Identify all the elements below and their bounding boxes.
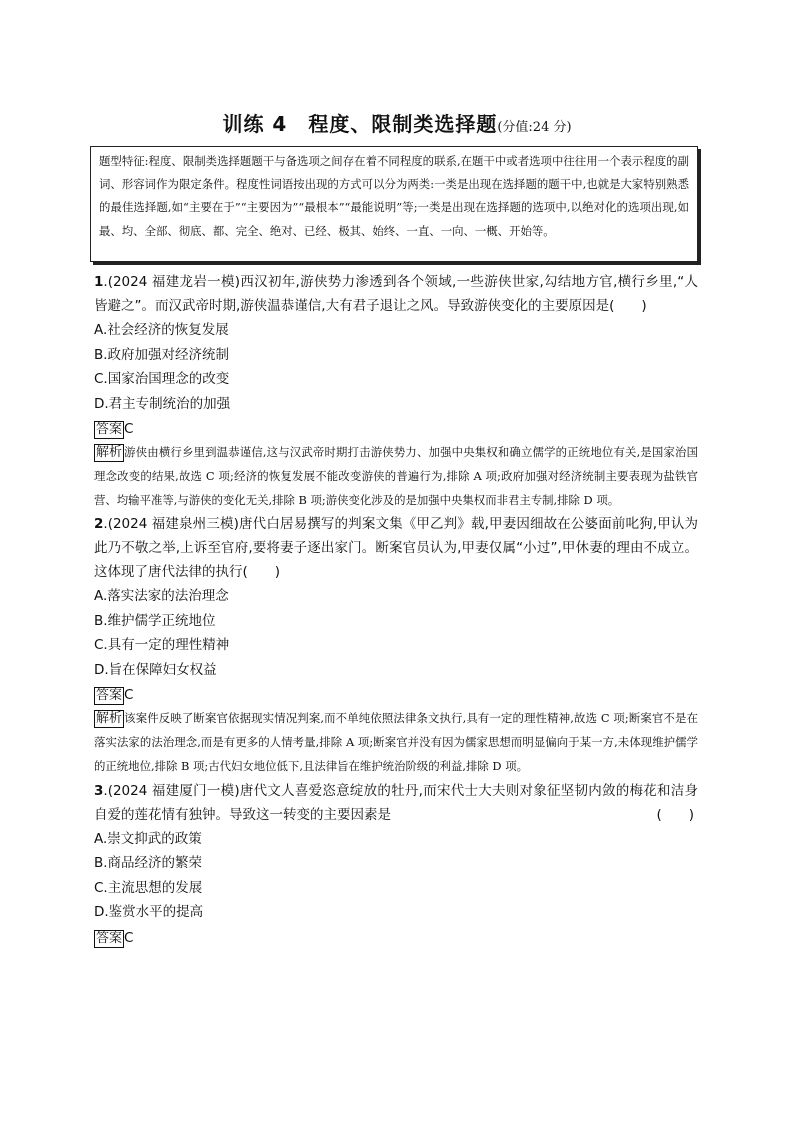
analysis-row (94, 441, 698, 512)
intro-box (90, 146, 698, 262)
question-3 (94, 779, 698, 950)
option-c: C.国家治国理念的改变 (94, 371, 230, 387)
question-number: 1 (94, 274, 104, 290)
score-note: (分值:24 分) (497, 120, 572, 135)
option-d: D.君主专制统治的加强 (94, 395, 231, 412)
option-d: D.鉴赏水平的提高 (94, 904, 204, 921)
answer-tag: 答案 (96, 422, 123, 437)
option-a: A.社会经济的恢复发展 (94, 322, 229, 338)
question-stem: 1.(2024 福建龙岩一模)西汉初年,游侠势力渗透到各个领域,一些游侠世家,勾结地方官,横行乡里,“人皆避之”。而汉武帝时期,游侠温恭谨信,大有君子退让之风。导致游侠变化的主要原因是( ) (94, 274, 698, 314)
analysis-text: 该案件反映了断案官依据现实情况判案,而不单纯依照法律条文执行,具有一定的理性精神,故选 C 项;断案官不是在落实法家的法治理念,而是有更多的人情考量,排除 A 项;断案官并没有因为儒家思想而明显偏向于某一方,未体现维护儒学的正统地位,排除 B 项;古代妇女地位低下,且法律旨在维护统治阶级的利益,排除 D 项。 (94, 711, 698, 773)
option-c: C.具有一定的理性精神 (94, 637, 230, 654)
answer-tag: 答案 (96, 688, 123, 704)
analysis-text: 游侠由横行乡里到温恭谨信,这与汉武帝时期打击游侠势力、加强中央集权和确立儒学的正统地位有关,是国家治国理念改变的结果,故选 C 项;经济的恢复发展不能改变游侠的普遍行为,排除 A 项;政府加强对经济统制主要表现为盐铁官营、均输平准等,与游侠的变化无关,排除 B 项;游侠变化涉及的是加强中央集权而非君主专制,排除 D 项。 (94, 445, 698, 507)
option-c: C.主流思想的发展 (94, 879, 203, 896)
answer-value: C (124, 929, 134, 946)
question-list (94, 270, 698, 950)
question-stem: 3.(2024 福建厦门一模)唐代文人喜爱恣意绽放的牡丹,而宋代士大夫则对象征坚韧内敛的梅花和洁身自爱的莲花情有独钟。导致这一转变的主要因素是 ( ) (94, 779, 698, 827)
intro-text: 题型特征:程度、限制类选择题题干与备选项之间存在着不同程度的联系,在题干中或者选项中往往用一个表示程度的副词、形容词作为限定条件。程度性词语按出现的方式可以分为两类:一类是出现在选择题的题干中,也就是大家特别熟悉的最佳选择题,如“主要在于”“主要因为”“最根本”“最能说明”等;一类是出现在选择题的选项中,以绝对化的选项出现,如最、均、全部、彻底、都、完全、绝对、已经、极其、始终、一直、一向、一概、开始等。 (99, 154, 689, 238)
answer-blank: ( ) (656, 806, 694, 823)
page-title: 训练 4 程度、限制类选择题 (222, 112, 498, 136)
answer-row (94, 683, 698, 707)
analysis-tag: 解析 (96, 711, 123, 727)
answer-value: C (124, 687, 134, 704)
option-b: B.维护儒学正统地位 (94, 612, 216, 629)
question-number: 3 (94, 782, 104, 799)
analysis-tag: 解析 (96, 445, 123, 460)
page-header (0, 108, 794, 137)
answer-tag: 答案 (96, 930, 123, 946)
option-a: A.崇文抑武的政策 (94, 830, 202, 847)
analysis-row (94, 707, 698, 778)
option-b: B.政府加强对经济统制 (94, 346, 230, 363)
question-number: 2 (94, 516, 104, 533)
option-b: B.商品经济的繁荣 (94, 855, 203, 872)
question-1 (94, 270, 698, 512)
answer-row (94, 417, 698, 441)
question-2 (94, 512, 698, 778)
option-a: A.落实法家的法治理念 (94, 588, 229, 605)
answer-value: C (124, 421, 134, 437)
option-d: D.旨在保障妇女权益 (94, 661, 217, 678)
answer-row (94, 926, 698, 950)
question-stem: 2.(2024 福建泉州三模)唐代白居易撰写的判案文集《甲乙判》载,甲妻因细故在公婆面前叱狗,甲认为此乃不敬之举,上诉至官府,要将妻子逐出家门。断案官员认为,甲妻仅属“小过”,甲休妻的理由不成立。这体现了唐代法律的执行( ) (94, 516, 698, 581)
